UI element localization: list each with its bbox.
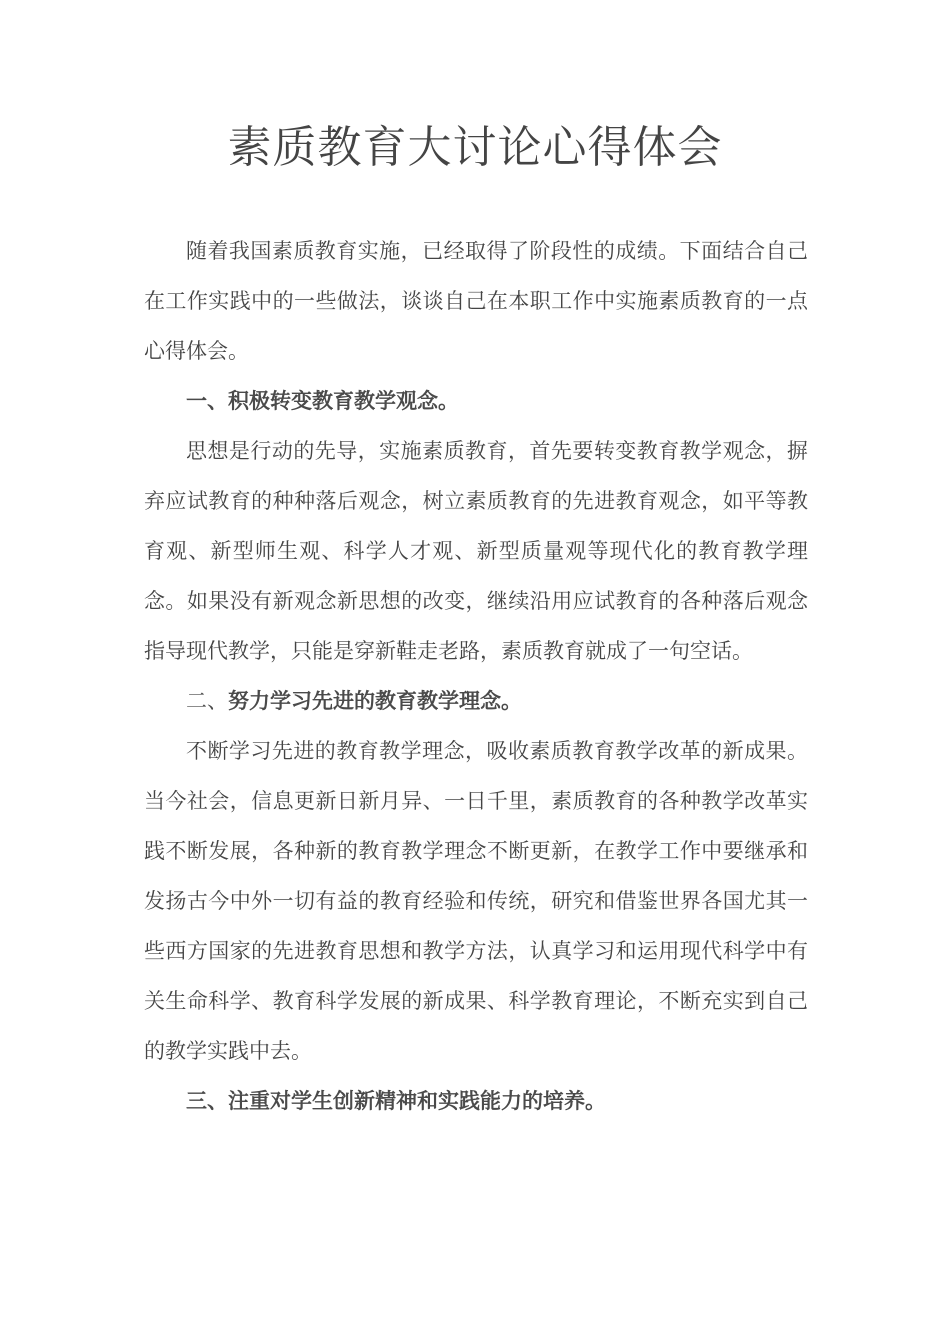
section-2-heading [144, 676, 808, 726]
section-3-number: 三、 [186, 1089, 228, 1113]
section-1-heading-text: 积极转变教育教学观念。 [228, 389, 459, 413]
section-2-heading-text: 努力学习先进的教育教学理念。 [228, 689, 522, 713]
section-2-number: 二、 [186, 689, 228, 713]
intro-paragraph: 随着我国素质教育实施，已经取得了阶段性的成绩。下面结合自己在工作实践中的一些做法，谈谈自己在本职工作中实施素质教育的一点心得体会。 [144, 239, 808, 363]
section-1-paragraph: 思想是行动的先导，实施素质教育，首先要转变教育教学观念，摒弃应试教育的种种落后观念，树立素质教育的先进教育观念，如平等教育观、新型师生观、科学人才观、新型质量观等现代化的教育教学理念。如果没有新观念新思想的改变，继续沿用应试教育的各种落后观念指导现代教学，只能是穿新鞋走老路，素质教育就成了一句空话。 [144, 439, 808, 663]
document-title: 素质教育大讨论心得体会 [227, 122, 723, 173]
section-1-heading [144, 376, 808, 426]
section-2-paragraph: 不断学习先进的教育教学理念，吸收素质教育教学改革的新成果。当今社会，信息更新日新月异、一日千里，素质教育的各种教学改革实践不断发展，各种新的教育教学理念不断更新，在教学工作中要继承和发扬古今中外一切有益的教育经验和传统，研究和借鉴世界各国尤其一些西方国家的先进教育思想和教学方法，认真学习和运用现代科学中有关生命科学、教育科学发展的新成果、科学教育理论，不断充实到自己的教学实践中去。 [144, 739, 808, 1063]
document-body [144, 226, 808, 1126]
section-3-heading [144, 1076, 808, 1126]
section-3-heading-text: 注重对学生创新精神和实践能力的培养。 [228, 1089, 606, 1113]
section-1-number: 一、 [186, 389, 228, 413]
